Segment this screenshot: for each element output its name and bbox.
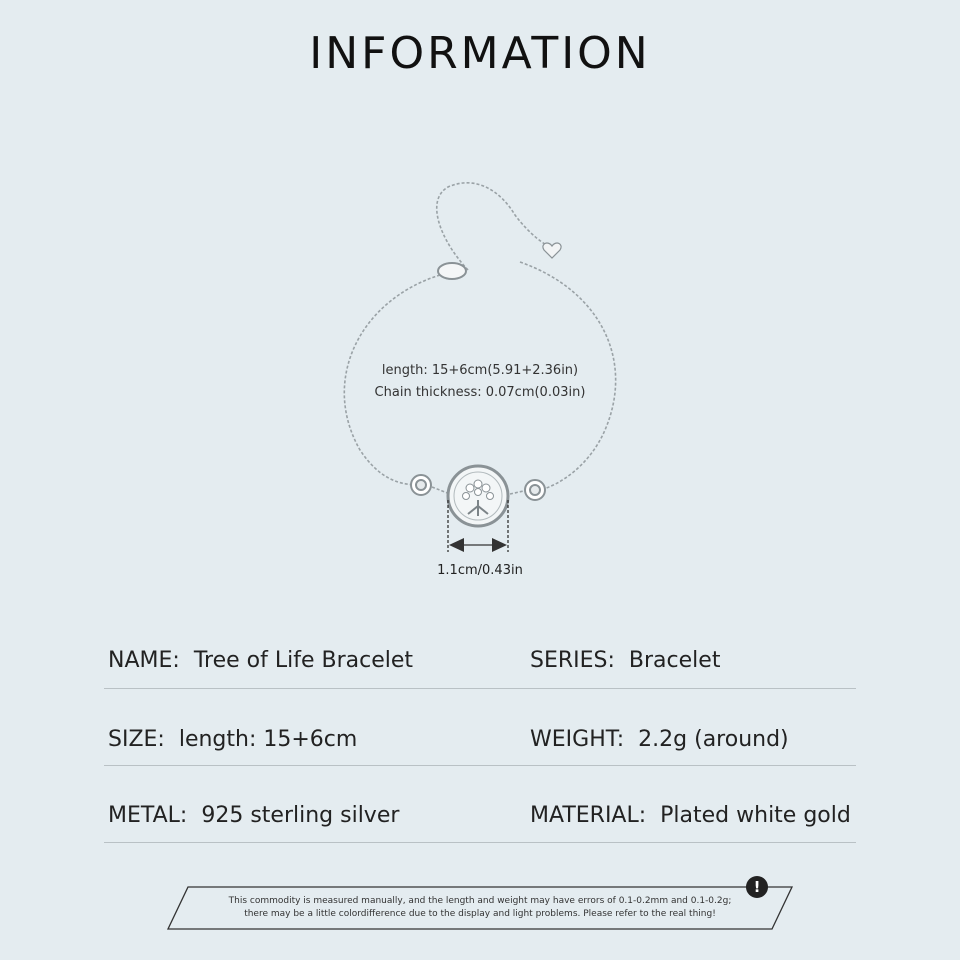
metal-value: 925 sterling silver	[201, 803, 400, 828]
size-value: length: 15+6cm	[178, 727, 358, 752]
arrow-right-icon	[492, 538, 507, 552]
divider	[104, 688, 856, 689]
length-spec: length: 15+6cm(5.91+2.36in)	[381, 363, 579, 378]
name-label: NAME:	[108, 648, 180, 673]
material-value: Plated white gold	[660, 803, 851, 828]
page-title: INFORMATION	[309, 28, 651, 79]
series-value: Bracelet	[628, 648, 721, 673]
material-label: MATERIAL:	[530, 803, 647, 828]
notice-text	[160, 895, 800, 921]
thickness-spec: Chain thickness: 0.07cm(0.03in)	[374, 385, 586, 400]
notice-line-1: This commodity is measured manually, and the length and weight may have errors of 0.1-0.2mm and 0.1-0.2g;	[228, 896, 732, 906]
name-value: Tree of Life Bracelet	[193, 648, 414, 673]
chain-left	[344, 275, 440, 485]
lobster-clasp	[438, 263, 466, 279]
notice-line-2: there may be a little colordifference due to the display and light problems. Please refer to the real thing!	[244, 909, 716, 919]
divider	[104, 765, 856, 766]
extender-chain	[437, 183, 552, 270]
disclaimer-notice	[160, 878, 800, 930]
divider	[104, 842, 856, 843]
series-label: SERIES:	[530, 648, 615, 673]
metal-field	[108, 803, 399, 828]
series-field	[530, 648, 720, 673]
weight-label: WEIGHT:	[530, 727, 625, 752]
pendant-dimension-label: 1.1cm/0.43in	[437, 563, 523, 578]
side-stone-right	[525, 480, 545, 500]
size-label: SIZE:	[108, 727, 165, 752]
exclamation-icon: !	[746, 876, 768, 898]
weight-value: 2.2g (around)	[638, 727, 789, 752]
metal-label: METAL:	[108, 803, 188, 828]
material-field	[530, 803, 851, 828]
side-stone-left	[411, 475, 431, 495]
heart-tag	[543, 243, 561, 258]
size-field	[108, 727, 357, 752]
weight-field	[530, 727, 789, 752]
name-field	[108, 648, 413, 673]
arrow-left-icon	[449, 538, 464, 552]
tree-pendant	[448, 466, 508, 526]
